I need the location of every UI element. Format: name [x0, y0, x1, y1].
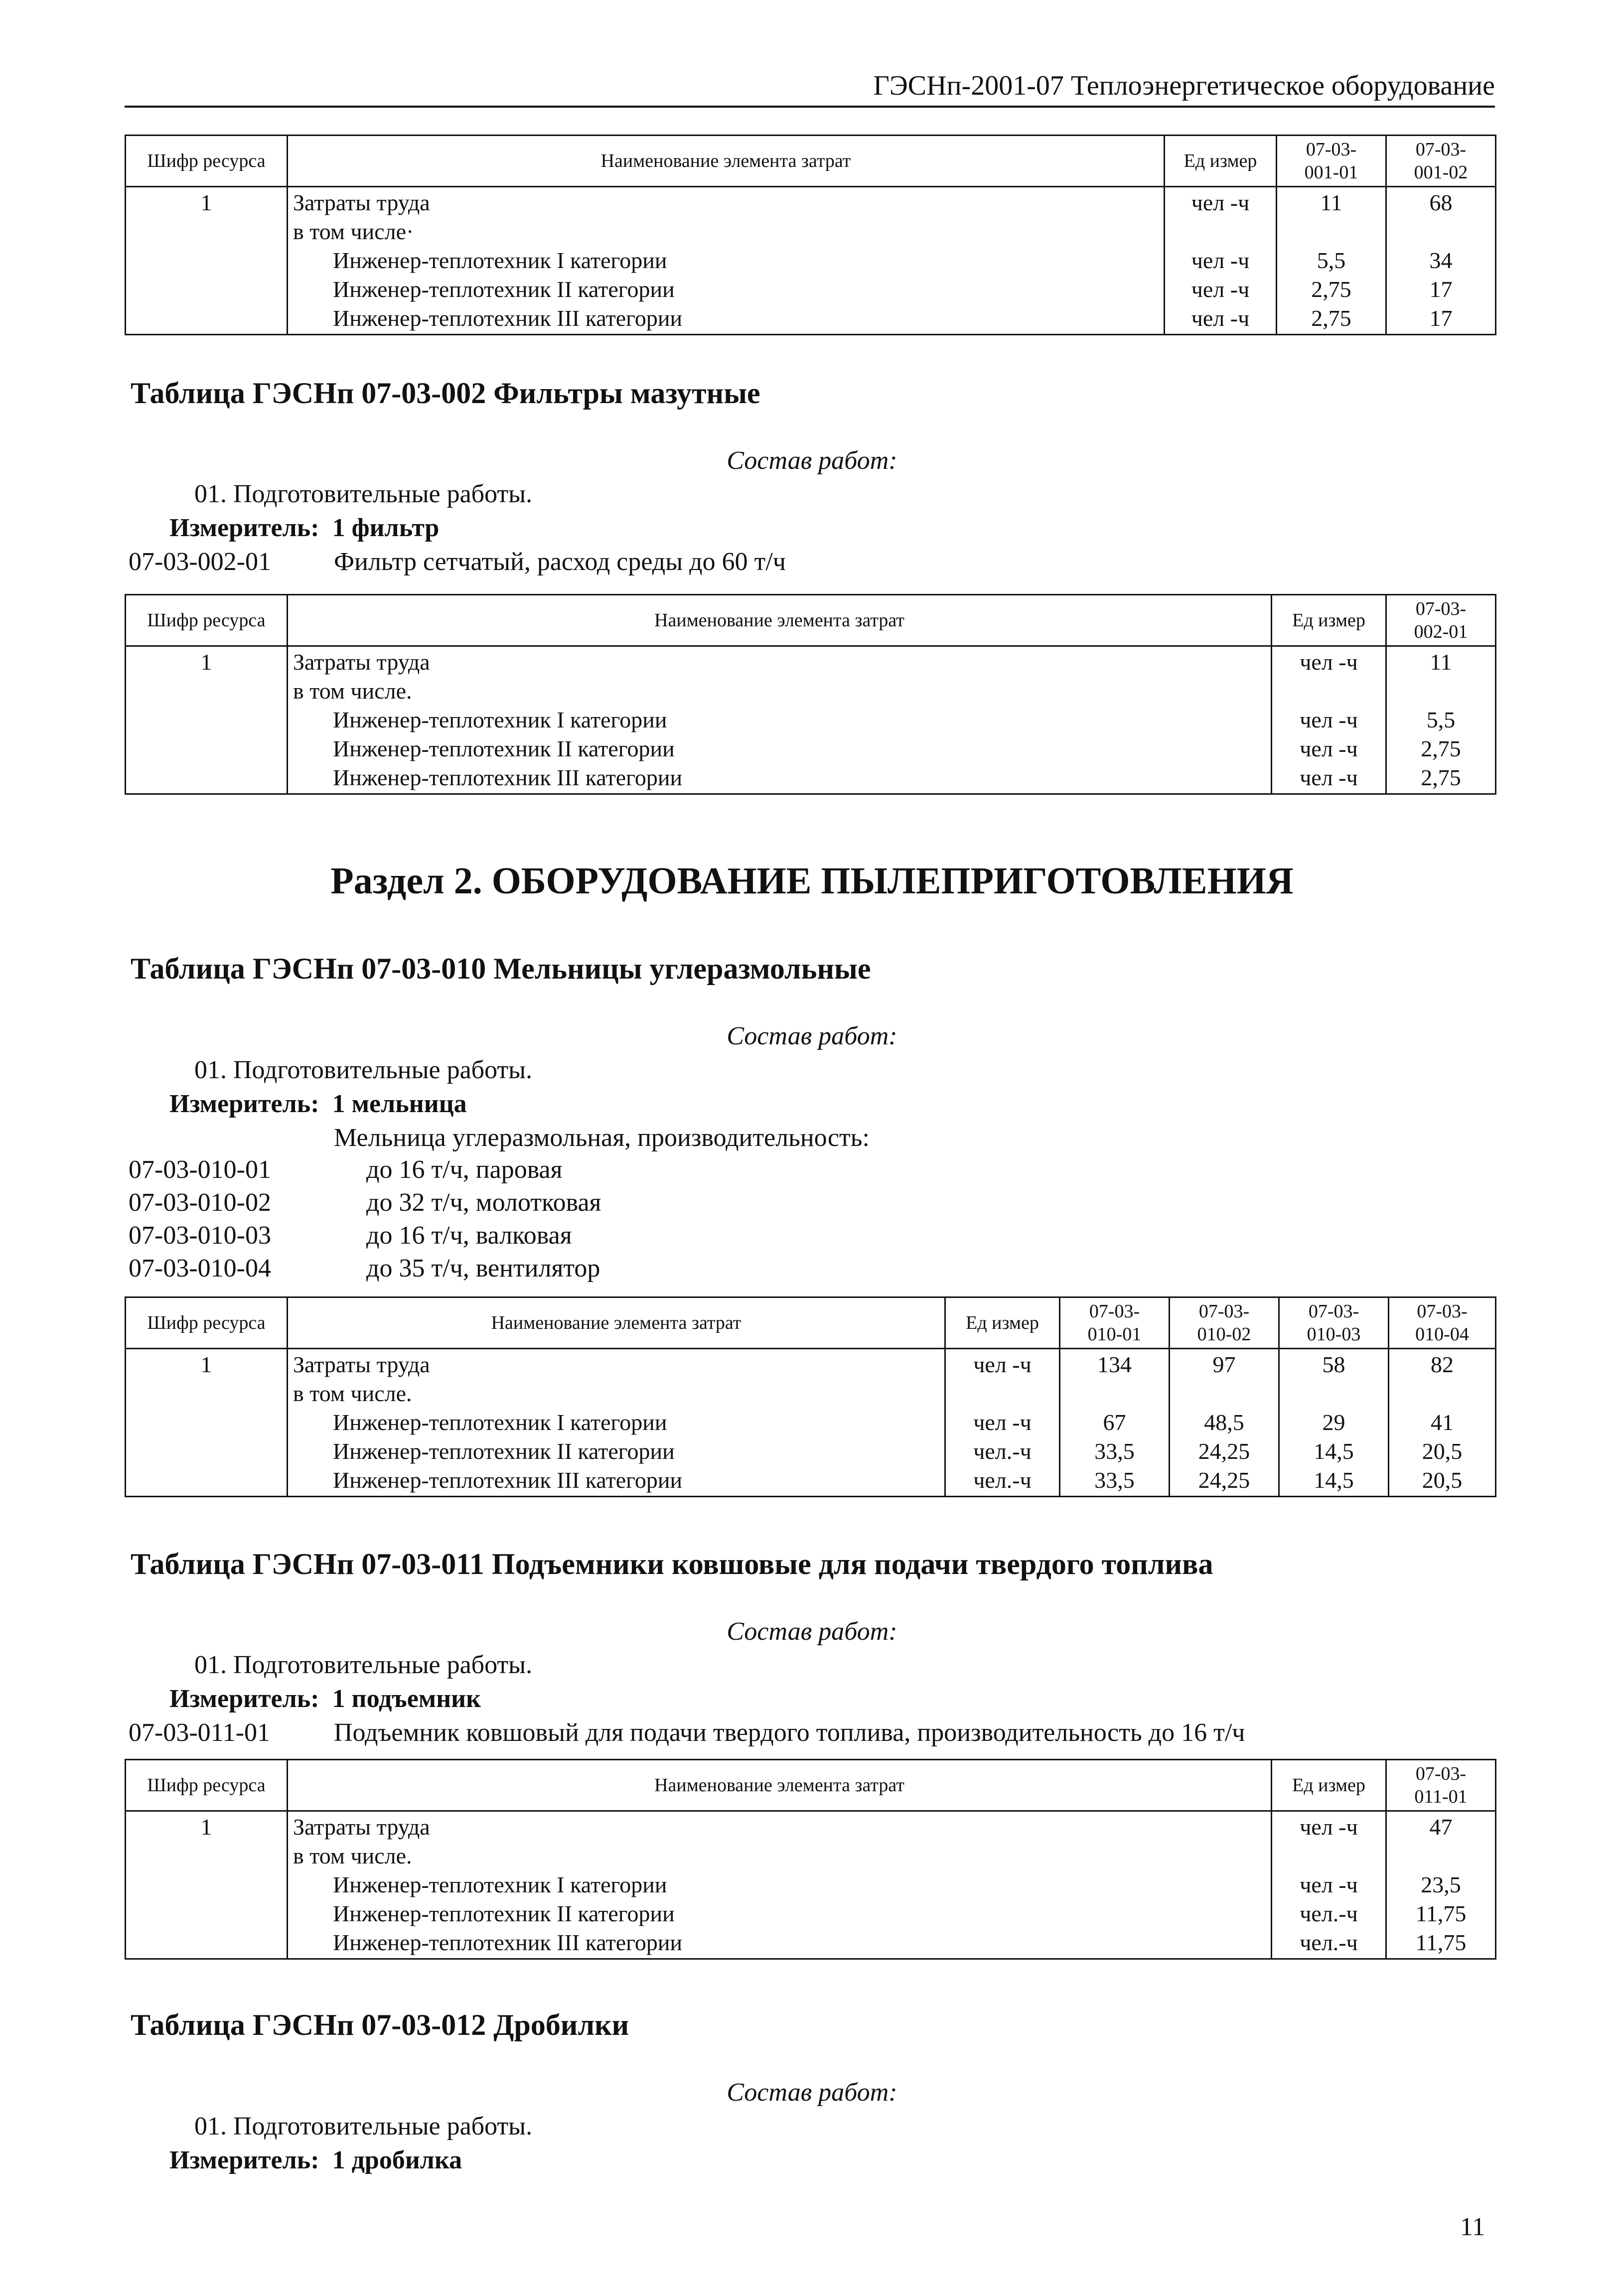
resource-code: 1 — [126, 187, 288, 335]
prep-work-002: 01. Подготовительные работы. — [194, 480, 533, 508]
prep-work-010: 01. Подготовительные работы. — [194, 1056, 533, 1084]
col-header-code: Шифр ресурса — [126, 1760, 288, 1811]
item-desc-011-01: Подъемник ковшовый для подачи твердого топлива, производительность до 16 т/ч — [334, 1718, 1245, 1747]
value-cell-002-01: 11 5,5 2,75 2,75 — [1386, 646, 1496, 794]
resource-code: 1 — [126, 1349, 288, 1497]
col-header-010-01: 07-03- 010-01 — [1060, 1297, 1170, 1349]
composition-label-010: Состав работ: — [727, 1022, 897, 1050]
col-header-name: Наименование элемента затрат — [288, 136, 1165, 187]
item-code-010-01: 07-03-010-01 — [129, 1155, 271, 1184]
unit-cell: чел -ч чел -ч чел.-ч чел.-ч — [945, 1349, 1060, 1497]
item-code-010-04: 07-03-010-04 — [129, 1254, 271, 1283]
prep-work-012: 01. Подготовительные работы. — [194, 2112, 533, 2140]
item-code-011-01: 07-03-011-01 — [129, 1718, 271, 1747]
resource-code: 1 — [126, 646, 288, 794]
cost-element-name: Затраты труда в том числе. Инженер-теплотехник I категории Инженер-теплотехник II категории Инженер-теплотехник III категории — [288, 1811, 1272, 1959]
col-header-code: Шифр ресурса — [126, 136, 288, 187]
meter-002: Измеритель: 1 фильтр — [169, 514, 440, 542]
col-header-name: Наименование элемента затрат — [288, 1297, 945, 1349]
table-title-002: Таблица ГЭСНп 07-03-002 Фильтры мазутные — [131, 377, 760, 410]
item-desc-010-01: до 16 т/ч, паровая — [366, 1155, 563, 1184]
col-header-unit: Ед измер — [1165, 136, 1277, 187]
resource-code: 1 — [126, 1811, 288, 1959]
col-header-code: Шифр ресурса — [126, 595, 288, 646]
table-07-03-001 — [125, 135, 1496, 335]
item-desc-002-01: Фильтр сетчатый, расход среды до 60 т/ч — [334, 548, 786, 576]
value-cell-011-01: 47 23,5 11,75 11,75 — [1386, 1811, 1496, 1959]
col-header-name: Наименование элемента затрат — [288, 595, 1272, 646]
composition-label-012: Состав работ: — [727, 2078, 897, 2107]
unit-cell: чел -ч чел -ч чел.-ч чел.-ч — [1272, 1811, 1386, 1959]
col-header-002-01: 07-03- 002-01 — [1386, 595, 1496, 646]
item-desc-010-04: до 35 т/ч, вентилятор — [366, 1254, 600, 1283]
cost-element-name: Затраты труда в том числе. Инженер-теплотехник I категории Инженер-теплотехник II категории Инженер-теплотехник III категории — [288, 646, 1272, 794]
table-07-03-011 — [125, 1759, 1496, 1960]
col-header-code: Шифр ресурса — [126, 1297, 288, 1349]
col-header-name: Наименование элемента затрат — [288, 1760, 1272, 1811]
prep-work-011: 01. Подготовительные работы. — [194, 1651, 533, 1679]
col-header-010-02: 07-03- 010-02 — [1170, 1297, 1279, 1349]
unit-cell: чел -ч чел -ч чел -ч чел -ч — [1272, 646, 1386, 794]
unit-cell: чел -ч чел -ч чел -ч чел -ч — [1165, 187, 1277, 335]
item-desc-010-03: до 16 т/ч, валковая — [366, 1221, 572, 1250]
item-code-010-02: 07-03-010-02 — [129, 1188, 271, 1217]
meter-012: Измеритель: 1 дробилка — [169, 2146, 462, 2174]
composition-label-002: Состав работ: — [727, 446, 897, 475]
table-07-03-010 — [125, 1296, 1496, 1497]
value-cell-001-02: 68 34 17 17 — [1386, 187, 1496, 335]
items-intro-010: Мельница углеразмольная, производительность: — [334, 1124, 870, 1152]
col-header-unit: Ед измер — [1272, 595, 1386, 646]
table-07-03-002 — [125, 594, 1496, 795]
composition-label-011: Состав работ: — [727, 1617, 897, 1646]
col-header-unit: Ед измер — [1272, 1760, 1386, 1811]
col-header-001-01: 07-03- 001-01 — [1277, 136, 1386, 187]
cost-element-name: Затраты труда в том числе· Инженер-теплотехник I категории Инженер-теплотехник II категории Инженер-теплотехник III категории — [288, 187, 1165, 335]
col-header-001-02: 07-03- 001-02 — [1386, 136, 1496, 187]
item-code-010-03: 07-03-010-03 — [129, 1221, 271, 1250]
section-title: Раздел 2. ОБОРУДОВАНИЕ ПЫЛЕПРИГОТОВЛЕНИЯ — [330, 860, 1294, 902]
value-cell-010-04: 82 41 20,5 20,5 — [1389, 1349, 1496, 1497]
col-header-010-03: 07-03- 010-03 — [1279, 1297, 1389, 1349]
meter-010: Измеритель: 1 мельница — [169, 1090, 467, 1118]
item-code-002-01: 07-03-002-01 — [129, 548, 271, 576]
table-title-011: Таблица ГЭСНп 07-03-011 Подъемники ковшовые для подачи твердого топлива — [131, 1548, 1213, 1580]
value-cell-010-01: 134 67 33,5 33,5 — [1060, 1349, 1170, 1497]
col-header-010-04: 07-03- 010-04 — [1389, 1297, 1496, 1349]
page-number: 11 — [1460, 2213, 1485, 2241]
meter-011: Измеритель: 1 подъемник — [169, 1685, 481, 1713]
value-cell-001-01: 11 5,5 2,75 2,75 — [1277, 187, 1386, 335]
col-header-011-01: 07-03- 011-01 — [1386, 1760, 1496, 1811]
value-cell-010-03: 58 29 14,5 14,5 — [1279, 1349, 1389, 1497]
table-title-012: Таблица ГЭСНп 07-03-012 Дробилки — [131, 2008, 629, 2041]
table-title-010: Таблица ГЭСНп 07-03-010 Мельницы углеразмольные — [131, 952, 871, 985]
item-desc-010-02: до 32 т/ч, молотковая — [366, 1188, 601, 1217]
col-header-unit: Ед измер — [945, 1297, 1060, 1349]
running-header: ГЭСНп-2001-07 Теплоэнергетическое оборудование — [125, 70, 1495, 108]
cost-element-name: Затраты труда в том числе. Инженер-теплотехник I категории Инженер-теплотехник II категории Инженер-теплотехник III категории — [288, 1349, 945, 1497]
value-cell-010-02: 97 48,5 24,25 24,25 — [1170, 1349, 1279, 1497]
